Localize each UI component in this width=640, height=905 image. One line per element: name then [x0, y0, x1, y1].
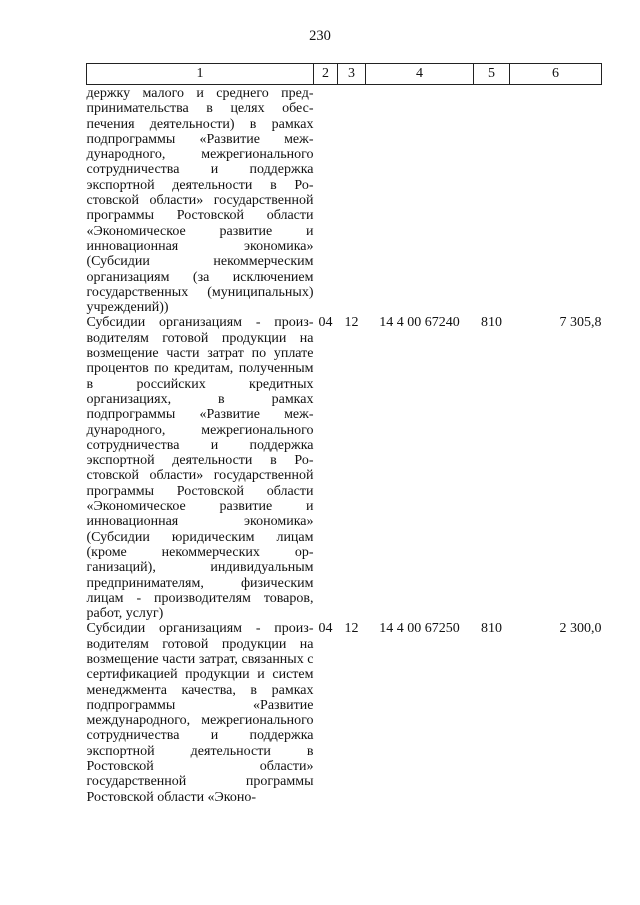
- row-amount: [510, 85, 602, 316]
- row-target-article: 14 4 00 67240: [379, 315, 460, 331]
- column-header-1: 1: [87, 64, 314, 85]
- row-expense-type: [474, 85, 510, 316]
- table-body: [87, 85, 602, 805]
- row-target-article: [366, 85, 474, 316]
- page-number: 230: [309, 28, 331, 44]
- column-header-4: 4: [366, 64, 474, 85]
- row-description: держку малого и среднего предпринимательства в целях обеспечения деятельности) в рамках подпрограммы «Развитие международного, межрегионального сотрудничества и поддержка экспортной деятельности в Ростовской области» государственной программы Ростовской области «Экономическое развитие и инновационная экономика» (Субсидии некоммерческим организациям (за исключением государственных (муниципальных) учреждений)): [86, 86, 314, 316]
- table-header: [87, 64, 602, 85]
- table-row: [87, 85, 602, 316]
- row-section: 04: [318, 315, 333, 331]
- row-amount: 2 300,0: [559, 621, 602, 637]
- budget-table: [86, 63, 602, 805]
- column-header-2: 2: [314, 64, 338, 85]
- row-section: 04: [318, 621, 333, 637]
- column-header-6: 6: [510, 64, 602, 85]
- row-description: Субсидии организациям - производителям готовой продукции на возмещение части затрат, связанных с сертификацией продукции и систем менеджмента качества, в рамках подпрограммы «Развитие международного, межрегионального сотрудничества и поддержка экспортной деятельности в Ростовской области» государственной программы Ростовской области «Эконо-: [86, 621, 314, 805]
- table-row: [87, 315, 602, 621]
- column-header-5: 5: [474, 64, 510, 85]
- row-description: Субсидии организациям - производителям готовой продукции на возмещение части затрат по уплате процентов по кредитам, полученным в российских кредитных организациях, в рамках подпрограммы «Развитие международного, межрегионального сотрудничества и поддержка экспортной деятельности в Ростовской области» государственной программы Ростовской области «Экономическое развитие и инновационная экономика» (Субсидии юридическим лицам (кроме некоммерческих организаций), индивидуальным предпринимателям, физическим лицам - производителям товаров, работ, услуг): [86, 315, 314, 622]
- row-expense-type: 810: [481, 315, 502, 331]
- row-subsection: 12: [344, 621, 359, 637]
- row-amount: 7 305,8: [559, 315, 602, 331]
- row-expense-type: 810: [481, 621, 502, 637]
- row-section: [314, 85, 338, 316]
- column-header-3: 3: [338, 64, 366, 85]
- header-row: [87, 64, 602, 85]
- table-row: [87, 621, 602, 805]
- row-subsection: [338, 85, 366, 316]
- row-target-article: 14 4 00 67250: [379, 621, 460, 637]
- row-subsection: 12: [344, 315, 359, 331]
